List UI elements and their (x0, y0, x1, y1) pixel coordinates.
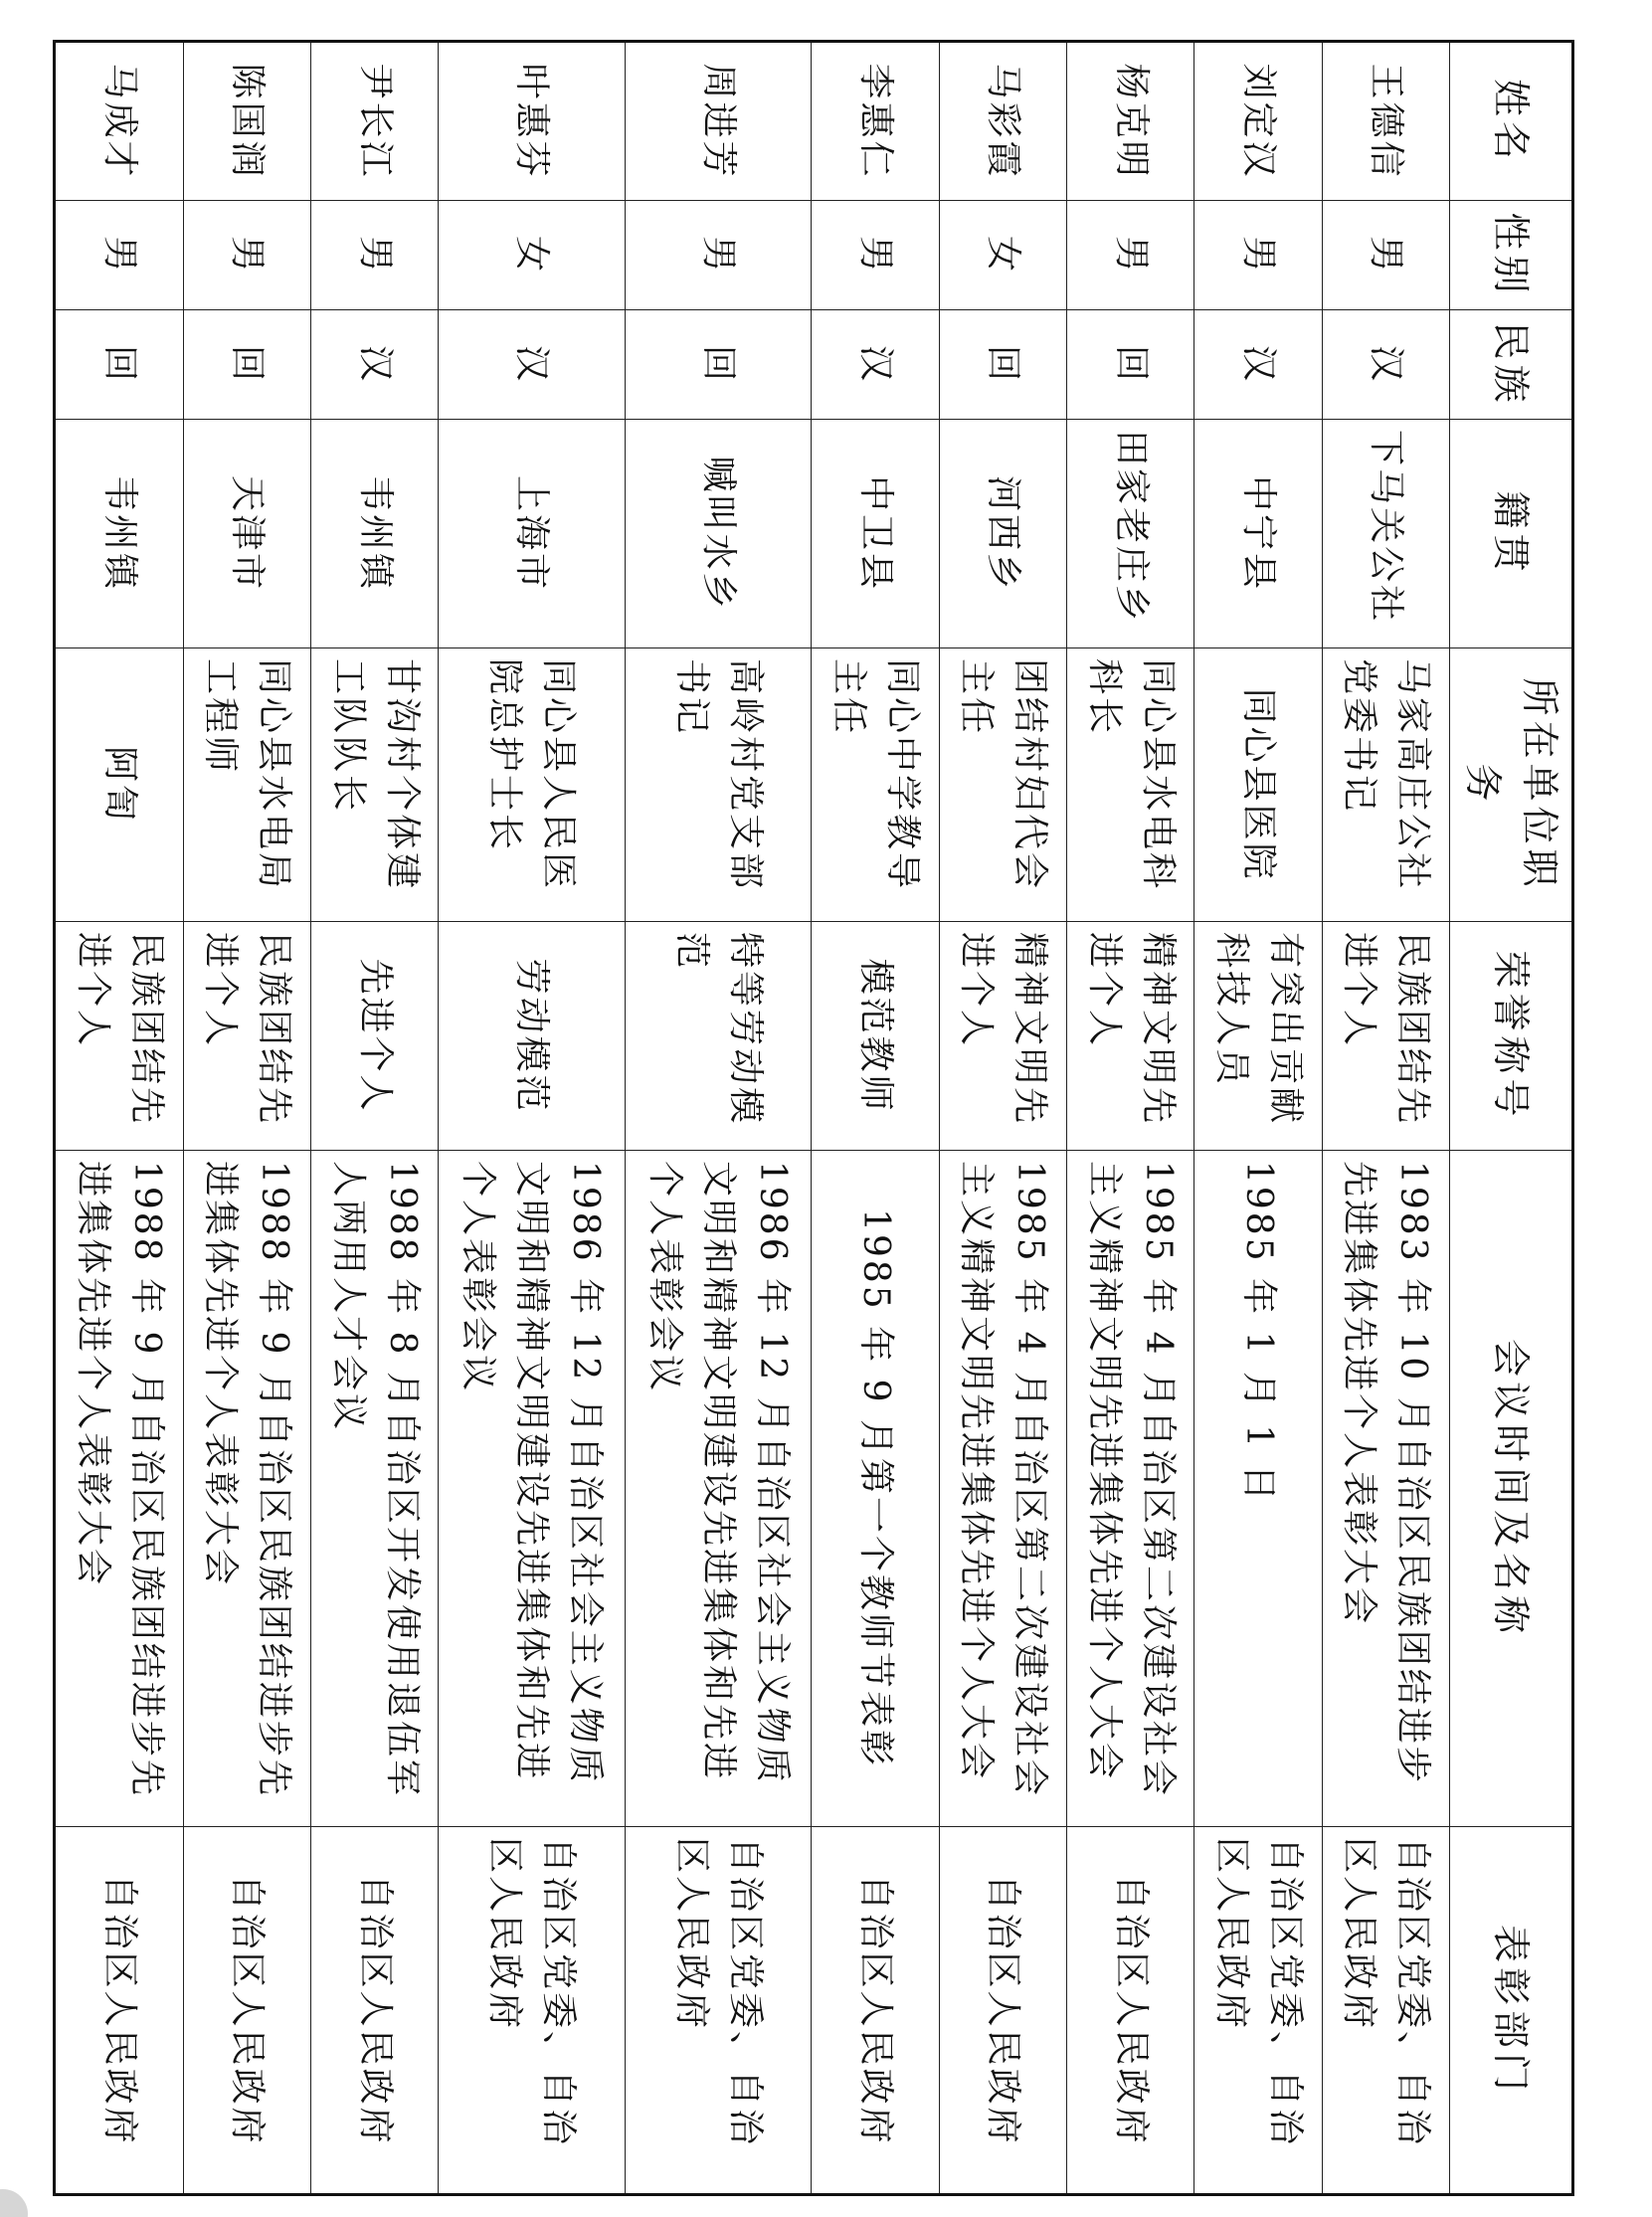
cell-honor: 民族团结先进个人 (183, 922, 310, 1151)
rotated-table-container (53, 40, 1574, 2193)
cell-native-place: 喊叫水乡 (625, 420, 812, 648)
col-header-name: 姓名 (1450, 42, 1573, 201)
cell-dept: 自治区党委、自治区人民政府 (439, 1827, 626, 2195)
cell-meeting: 1985 年 4 月自治区第二次建设社会主义精神文明先进集体先进个人大会 (939, 1151, 1066, 1827)
cell-meeting: 1986 年 12 月自治区社会主义物质文明和精神文明建设先进集体和先进个人表彰会议 (439, 1151, 626, 1827)
cell-gender: 男 (812, 201, 939, 310)
cell-native-place: 韦州镇 (55, 420, 184, 648)
col-header-ethnicity: 民族 (1450, 310, 1573, 420)
cell-name: 陈国润 (183, 42, 310, 201)
cell-meeting: 1988 年 9 月自治区民族团结进步先进集体先进个人表彰大会 (55, 1151, 184, 1827)
cell-dept: 自治区人民政府 (812, 1827, 939, 2195)
cell-ethnicity: 汉 (1322, 310, 1449, 420)
cell-unit-position: 甘沟村个体建工队队长 (310, 648, 438, 922)
cell-honor: 有突出贡献科技人员 (1194, 922, 1322, 1151)
col-header-native-place: 籍贯 (1450, 420, 1573, 648)
table-row (939, 42, 1066, 2195)
cell-ethnicity: 汉 (1194, 310, 1322, 420)
cell-name: 尹长江 (310, 42, 438, 201)
cell-gender: 男 (55, 201, 184, 310)
col-header-meeting: 会议时间及名称 (1450, 1151, 1573, 1827)
cell-native-place: 下马关公社 (1322, 420, 1449, 648)
col-header-unit-position: 所在单位职务 (1450, 648, 1573, 922)
cell-name: 李惠仁 (812, 42, 939, 201)
cell-ethnicity: 回 (55, 310, 184, 420)
cell-dept: 自治区人民政府 (55, 1827, 184, 2195)
cell-gender: 男 (1067, 201, 1194, 310)
cell-ethnicity: 回 (1067, 310, 1194, 420)
cell-dept: 自治区人民政府 (183, 1827, 310, 2195)
cell-meeting: 1983 年 10 月自治区民族团结进步先进集体先进个人表彰大会 (1322, 1151, 1449, 1827)
cell-dept: 自治区人民政府 (1067, 1827, 1194, 2195)
cell-honor: 特等劳动模范 (625, 922, 812, 1151)
cell-dept: 自治区党委、自治区人民政府 (1322, 1827, 1449, 2195)
cell-unit-position: 马家高庄公社党委书记 (1322, 648, 1449, 922)
cell-honor: 民族团结先进个人 (55, 922, 184, 1151)
cell-native-place: 天津市 (183, 420, 310, 648)
col-header-gender: 性别 (1450, 201, 1573, 310)
cell-ethnicity: 回 (939, 310, 1066, 420)
cell-name: 刘定汉 (1194, 42, 1322, 201)
cell-unit-position: 同心县医院 (1194, 648, 1322, 922)
table-row (55, 42, 184, 2195)
table-row (625, 42, 812, 2195)
cell-gender: 男 (183, 201, 310, 310)
cell-honor: 精神文明先进个人 (939, 922, 1066, 1151)
cell-unit-position: 同心县水电局工程师 (183, 648, 310, 922)
cell-unit-position: 阿訇 (55, 648, 184, 922)
cell-meeting: 1985 年 9 月第一个教师节表彰 (812, 1151, 939, 1827)
cell-dept: 自治区人民政府 (310, 1827, 438, 2195)
col-header-honor: 荣誉称号 (1450, 922, 1573, 1151)
page-corner-shadow (0, 2189, 28, 2217)
table-row (439, 42, 626, 2195)
cell-native-place: 中宁县 (1194, 420, 1322, 648)
cell-name: 杨克明 (1067, 42, 1194, 201)
cell-honor: 精神文明先进个人 (1067, 922, 1194, 1151)
table-row (812, 42, 939, 2195)
cell-native-place: 中卫县 (812, 420, 939, 648)
cell-gender: 男 (625, 201, 812, 310)
honors-table (53, 40, 1574, 2196)
cell-dept: 自治区党委、自治区人民政府 (1194, 1827, 1322, 2195)
header-row (1450, 42, 1573, 2195)
cell-native-place: 河西乡 (939, 420, 1066, 648)
cell-meeting: 1986 年 12 月自治区社会主义物质文明和精神文明建设先进集体和先进个人表彰会议 (625, 1151, 812, 1827)
cell-name: 马彩霞 (939, 42, 1066, 201)
cell-unit-position: 同心中学教导主任 (812, 648, 939, 922)
cell-honor: 模范教师 (812, 922, 939, 1151)
cell-ethnicity: 回 (183, 310, 310, 420)
cell-name: 周进芳 (625, 42, 812, 201)
cell-dept: 自治区党委、自治区人民政府 (625, 1827, 812, 2195)
cell-gender: 女 (939, 201, 1066, 310)
cell-unit-position: 团结村妇代会主任 (939, 648, 1066, 922)
cell-gender: 男 (310, 201, 438, 310)
cell-honor: 先进个人 (310, 922, 438, 1151)
cell-meeting: 1985 年 1 月 1 日 (1194, 1151, 1322, 1827)
cell-gender: 男 (1322, 201, 1449, 310)
cell-meeting: 1988 年 9 月自治区民族团结进步先进集体先进个人表彰大会 (183, 1151, 310, 1827)
table-row (1067, 42, 1194, 2195)
cell-meeting: 1988 年 8 月自治区开发使用退伍军人两用人才会议 (310, 1151, 438, 1827)
cell-dept: 自治区人民政府 (939, 1827, 1066, 2195)
cell-unit-position: 高岭村党支部书记 (625, 648, 812, 922)
cell-gender: 男 (1194, 201, 1322, 310)
cell-native-place: 上海市 (439, 420, 626, 648)
table-row (1322, 42, 1449, 2195)
cell-name: 叶惠芬 (439, 42, 626, 201)
cell-ethnicity: 回 (625, 310, 812, 420)
cell-honor: 劳动模范 (439, 922, 626, 1151)
cell-ethnicity: 汉 (310, 310, 438, 420)
cell-unit-position: 同心县水电科科长 (1067, 648, 1194, 922)
cell-ethnicity: 汉 (812, 310, 939, 420)
table-row (310, 42, 438, 2195)
cell-honor: 民族团结先进个人 (1322, 922, 1449, 1151)
cell-native-place: 韦州镇 (310, 420, 438, 648)
cell-meeting: 1985 年 4 月自治区第二次建设社会主义精神文明先进集体先进个人大会 (1067, 1151, 1194, 1827)
table-row (1194, 42, 1322, 2195)
cell-name: 王德信 (1322, 42, 1449, 201)
col-header-dept: 表彰部门 (1450, 1827, 1573, 2195)
table-row (183, 42, 310, 2195)
cell-ethnicity: 汉 (439, 310, 626, 420)
cell-name: 马成才 (55, 42, 184, 201)
cell-native-place: 田家老庄乡 (1067, 420, 1194, 648)
cell-gender: 女 (439, 201, 626, 310)
cell-unit-position: 同心县人民医院总护士长 (439, 648, 626, 922)
